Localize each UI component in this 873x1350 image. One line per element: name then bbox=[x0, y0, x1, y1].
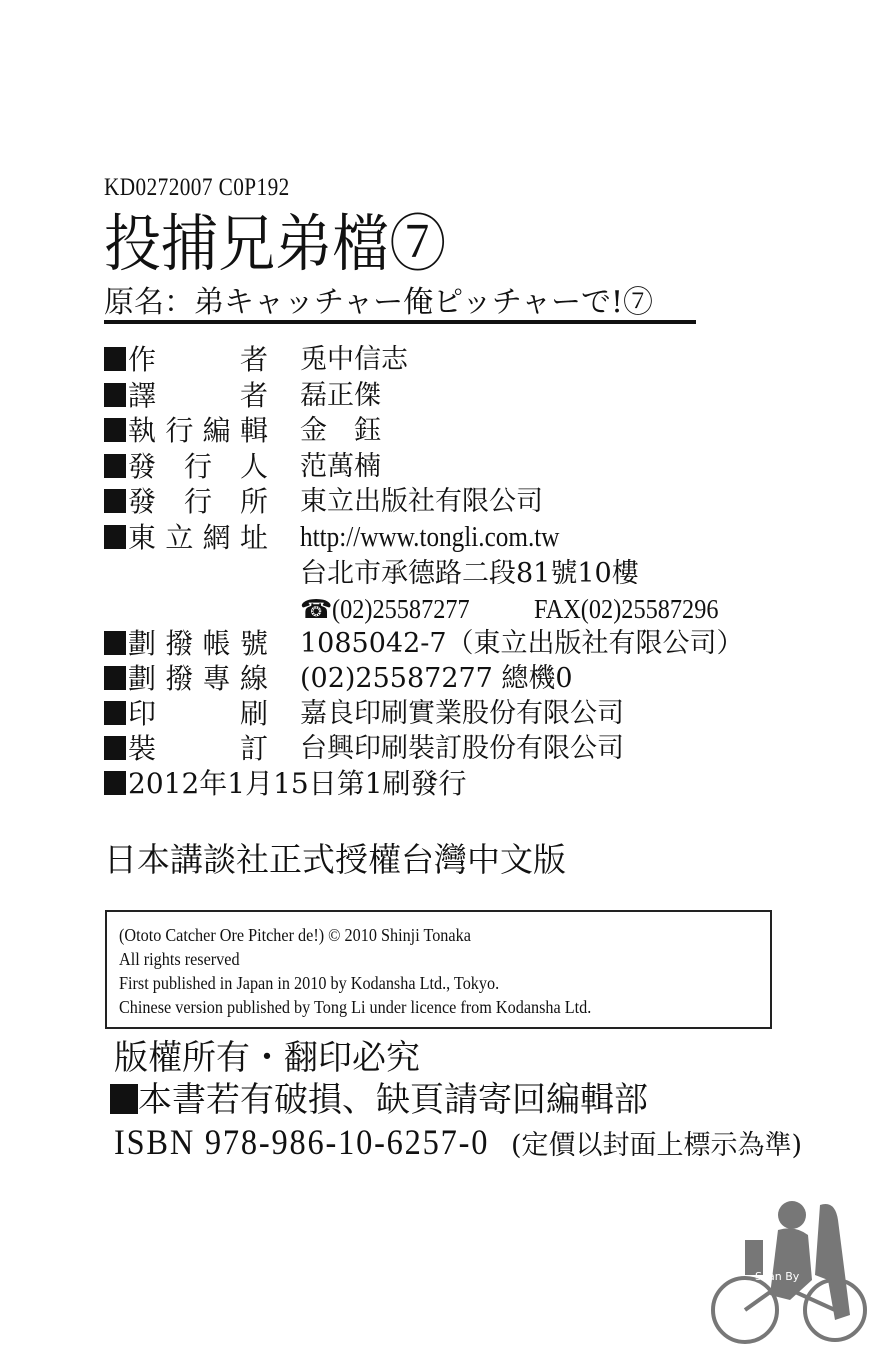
bullet-square bbox=[104, 736, 126, 760]
isbn: ISBN 978-986-10-6257-0 bbox=[114, 1122, 490, 1162]
bullet-square bbox=[110, 1084, 138, 1114]
copyright-line: First published in Japan in 2010 by Kodansha Ltd., Tokyo. bbox=[119, 973, 500, 993]
fax: FAX(02)25587296 bbox=[533, 594, 719, 624]
credit-value: http://www.tongli.com.tw bbox=[300, 521, 560, 553]
credit-row bbox=[104, 343, 268, 377]
divider bbox=[104, 320, 696, 324]
bullet-square bbox=[104, 771, 126, 795]
watermark-text: Scan By bbox=[755, 1270, 800, 1283]
credit-label: 東立網址 bbox=[128, 520, 268, 554]
isbn-line bbox=[114, 1120, 802, 1168]
bullet-square bbox=[104, 454, 126, 478]
credit-row bbox=[104, 662, 268, 696]
credit-label: 發行所 bbox=[128, 485, 268, 518]
bullet-square bbox=[104, 666, 126, 690]
copyright-line: Chinese version published by Tong Li under licence from Kodansha Ltd. bbox=[119, 997, 592, 1017]
credit-row bbox=[104, 450, 268, 484]
credit-value: 台興印刷裝訂股份有限公司 bbox=[300, 733, 624, 764]
credit-label: 裝 訂 bbox=[128, 732, 268, 765]
damage-notice: 本書若有破損、缺頁請寄回編輯部 bbox=[110, 1078, 648, 1122]
bullet-square bbox=[104, 525, 126, 549]
credit-row bbox=[104, 627, 268, 661]
credit-label: 執行編輯 bbox=[128, 414, 268, 447]
phone: (02)25587277 bbox=[332, 594, 471, 624]
credit-row bbox=[104, 521, 268, 555]
product-code: KD0272007 C0P192 bbox=[104, 174, 290, 201]
credit-value: 范萬楠 bbox=[300, 450, 381, 482]
bullet-square bbox=[104, 347, 126, 371]
credit-value: 金 鈺 bbox=[300, 415, 381, 446]
credit-row bbox=[104, 732, 268, 766]
address: 台北市承德路二段81號10樓 bbox=[300, 558, 639, 589]
bullet-square bbox=[104, 383, 126, 407]
rights-notice: 版權所有・翻印必究 bbox=[114, 1038, 420, 1078]
credit-row bbox=[104, 414, 268, 448]
credit-label: 劃撥專線 bbox=[128, 662, 268, 695]
credit-label: 印 刷 bbox=[128, 697, 268, 730]
credit-value: 1085042-7（東立出版社有限公司） bbox=[300, 628, 744, 659]
credit-label: 發行人 bbox=[128, 449, 268, 483]
credit-row bbox=[104, 697, 268, 731]
copyright-line: (Ototo Catcher Ore Pitcher de!) © 2010 Shinji Tonaka bbox=[119, 925, 471, 945]
copyright-line: All rights reserved bbox=[119, 949, 240, 969]
copyright-box bbox=[105, 910, 772, 1029]
credit-value: (02)25587277 總機0 bbox=[300, 663, 573, 694]
credit-value: 兎中信志 bbox=[300, 344, 408, 375]
credit-row bbox=[104, 485, 268, 519]
bullet-square bbox=[104, 489, 126, 513]
credit-value: 嘉良印刷實業股份有限公司 bbox=[300, 698, 624, 729]
scanner-watermark-logo bbox=[700, 1185, 870, 1345]
credit-label: 譯 者 bbox=[128, 378, 268, 412]
book-title: 投捕兄弟檔⑦ bbox=[104, 207, 447, 280]
credit-value: 磊正傑 bbox=[300, 379, 381, 411]
credit-value: 東立出版社有限公司 bbox=[300, 486, 543, 517]
price-note: (定價以封面上標示為準) bbox=[510, 1130, 803, 1161]
bullet-square bbox=[104, 631, 126, 655]
bullet-square bbox=[104, 418, 126, 442]
phone-icon: ☎ bbox=[300, 595, 333, 625]
credit-row bbox=[104, 379, 268, 413]
bullet-square bbox=[104, 701, 126, 725]
original-title: 原名：弟キャッチャー俺ピッチャーで!⑦ bbox=[104, 285, 654, 320]
credit-label: 作 者 bbox=[128, 343, 268, 376]
credit-label: 劃撥帳號 bbox=[128, 627, 268, 660]
release-date: 2012年1月15日第1刷發行 bbox=[104, 767, 467, 801]
license-notice: 日本講談社正式授權台灣中文版 bbox=[104, 840, 566, 879]
phone-line bbox=[300, 592, 739, 627]
